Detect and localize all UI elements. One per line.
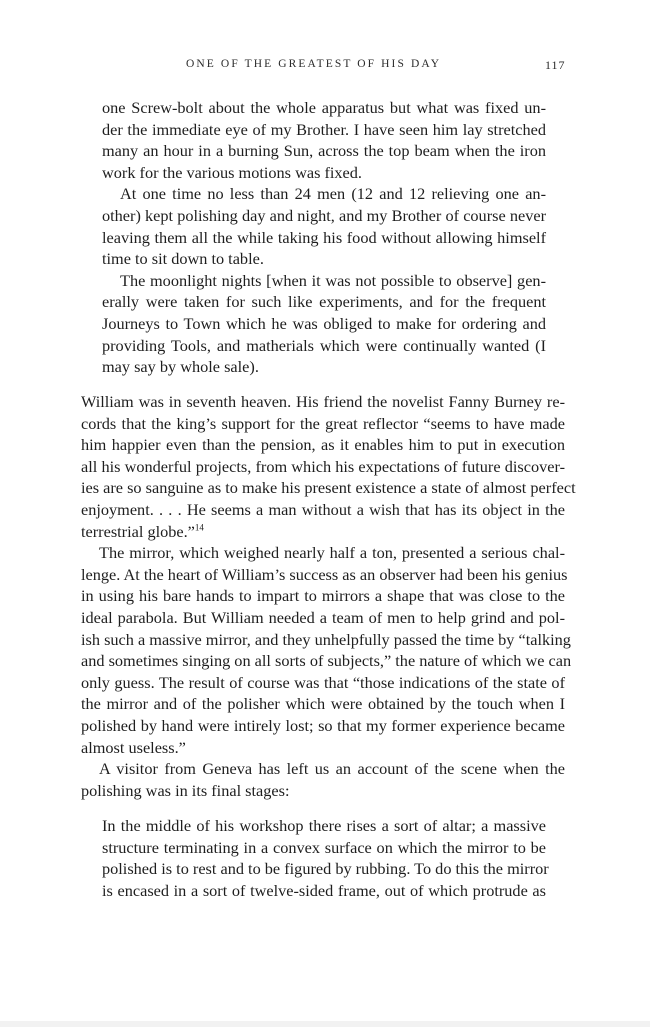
body-line: The mirror, which weighed nearly half a ton, presented a serious chal- xyxy=(99,543,565,563)
quote-line: other) kept polishing day and night, and my Brother of course never xyxy=(102,205,546,225)
quote-line: providing Tools, and matherials which were continually wanted (I xyxy=(102,335,546,355)
quote-line: work for the various motions was fixed. xyxy=(102,162,362,182)
body-line: cords that the king’s support for the great reflector “seems to have made xyxy=(81,413,565,433)
body-line: all his wonderful projects, from which his expectations of future discover- xyxy=(81,456,565,476)
page-bottom-edge xyxy=(0,1021,650,1027)
quote-line: polished is to rest and to be figured by rubbing. To do this the mirror xyxy=(102,859,549,879)
body-line: and sometimes singing on all sorts of subjects,” the nature of which we can xyxy=(81,651,572,671)
quote-line: Journeys to Town which he was obliged to make for ordering and xyxy=(102,313,546,333)
body-text xyxy=(81,391,576,801)
quote-line: At one time no less than 24 men (12 and 12 relieving one an- xyxy=(120,184,546,204)
body-line: enjoyment. . . . He seems a man without a wish that has its object in the xyxy=(81,499,565,519)
body-line: in using his bare hands to impart to mirrors a shape that was close to the xyxy=(81,586,565,606)
body-line: the mirror and of the polisher which were obtained by the touch when I xyxy=(81,694,565,714)
footnote-reference[interactable]: 14 xyxy=(194,522,204,533)
body-line: William was in seventh heaven. His friend the novelist Fanny Burney re- xyxy=(81,392,565,411)
body-line: polished by hand were intirely lost; so that my former experience became xyxy=(81,715,565,735)
body-line xyxy=(81,521,565,543)
quote-line: is encased in a sort of twelve-sided frame, out of which protrude as xyxy=(102,880,546,900)
quote-line: In the middle of his workshop there rises a sort of altar; a massive xyxy=(102,816,546,835)
quote-line: der the immediate eye of my Brother. I have seen him lay stretched xyxy=(102,119,546,139)
quote-line: The moonlight nights [when it was not possible to observe] gen- xyxy=(120,270,546,290)
body-line: ies are so sanguine as to make his present existence a state of almost perfect xyxy=(81,478,576,498)
quote-line: leaving them all the while taking his food without allowing himself xyxy=(102,227,546,247)
quote-line: erally were taken for such like experiments, and for the frequent xyxy=(102,292,546,312)
quote-line: one Screw-bolt about the whole apparatus but what was fixed un- xyxy=(102,98,546,117)
block-quote-caroline xyxy=(102,97,546,378)
body-line: ideal parabola. But William needed a team of men to help grind and pol- xyxy=(81,607,565,627)
block-quote-visitor xyxy=(102,815,549,901)
body-line: A visitor from Geneva has left us an account of the scene when the xyxy=(99,759,565,779)
body-line: almost useless.” xyxy=(81,737,186,757)
body-line: lenge. At the heart of William’s success as an observer had been his genius xyxy=(81,564,568,584)
body-line: only guess. The result of course was that “those indications of the state of xyxy=(81,672,565,692)
quote-line: structure terminating in a convex surface on which the mirror to be xyxy=(102,837,546,857)
running-title: ONE OF THE GREATEST OF HIS DAY xyxy=(186,58,442,70)
quote-line: time to sit down to table. xyxy=(102,249,264,269)
body-line: him happier even than the pension, as it enables him to put in execution xyxy=(81,435,565,455)
body-line-text: terrestrial globe.” xyxy=(81,521,195,541)
quote-line: may say by whole sale). xyxy=(102,357,259,377)
body-line: polishing was in its final stages: xyxy=(81,780,290,800)
body-line: ish such a massive mirror, and they unhelpfully passed the time by “talking xyxy=(81,629,571,649)
quote-line: many an hour in a burning Sun, across the top beam when the iron xyxy=(102,141,546,161)
running-header xyxy=(0,58,650,76)
page-number: 117 xyxy=(545,58,566,72)
